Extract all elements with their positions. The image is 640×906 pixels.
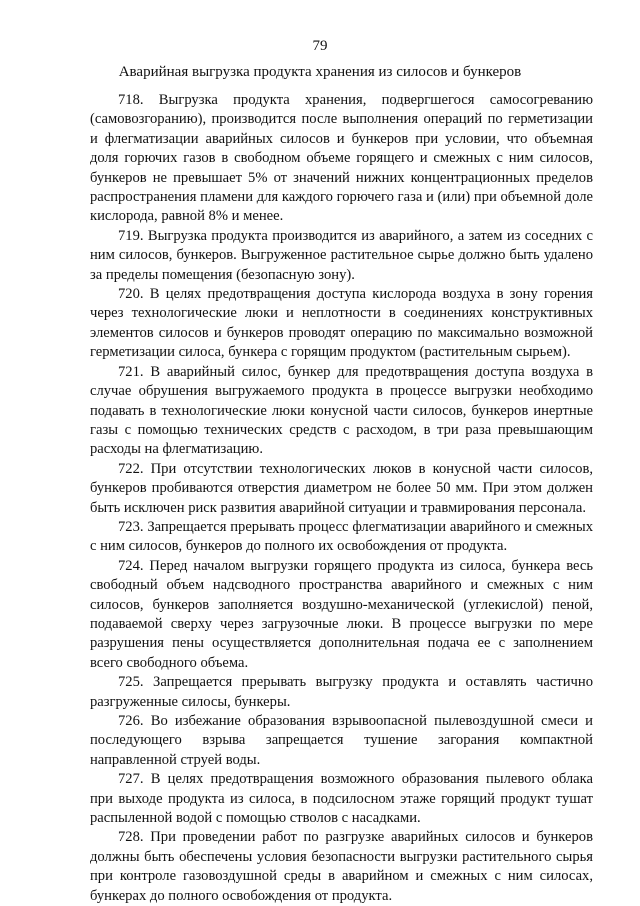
paragraph-721: 721. В аварийный силос, бункер для предотвращения доступа воздуха в случае обрушения выгружаемого продукта в процессе выгрузки необходимо подавать в технологические люки конусной части силосов, бункеров инертные газы с помощью технических средств с расходом, в три раза превышающим расходы на флегматизацию. — [90, 363, 593, 458]
paragraph-725: 725. Запрещается прерывать выгрузку продукта и оставлять частично разгруженные силосы, бункеры. — [90, 674, 593, 710]
paragraph-720: 720. В целях предотвращения доступа кислорода воздуха в зону горения через технологические люки и неплотности в соединениях конструктивных элементов силосов и бункеров проводят операцию по максимально возможной герметизации силоса, бункера с горящим продуктом (растительным сырьем). — [90, 286, 593, 361]
paragraph-727: 727. В целях предотвращения возможного образования пылевого облака при выходе продукта из силоса, в подсилосном этаже горящий продукт тушат распыленной водой с помощью стволов с насадками. — [90, 771, 593, 827]
paragraph-723: 723. Запрещается прерывать процесс флегматизации аварийного и смежных с ним силосов, бункеров до полного их освобождения от продукта. — [90, 518, 593, 555]
paragraph-718: 718. Выгрузка продукта хранения, подвергшегося самосогреванию (самовозгоранию), производится после выполнения операций по герметизации и флегматизации аварийных силосов и бункеров при условии, что объемная доля горючих газов в свободном объеме горящего и смежных с ним силосов, бункеров не превышает 5% от значений нижних концентрационных пределов распространения пламени для каждого горючего газа и (или) при объемной доле кислорода, равной 8% и менее. — [90, 92, 593, 225]
paragraph-719: 719. Выгрузка продукта производится из аварийного, а затем из соседних с ним силосов, бункеров. Выгруженное растительное сырье должно быть удалено за пределы помещения (безопасную зону). — [90, 227, 593, 283]
page-number: 79 — [312, 38, 328, 54]
paragraph-724: 724. Перед началом выгрузки горящего продукта из силоса, бункера весь свободный объем надсводного пространства аварийного и смежных с ним силосов, бункеров заполняется воздушно-механической (углекислой) пеной, подаваемой сверху через загрузочные люки. В процессе выгрузки по мере разрушения пены осуществляется дополнительная подача ее с заполнением всего свободного объема. — [90, 557, 593, 671]
section-heading: Аварийная выгрузка продукта хранения из силосов и бункеров — [118, 64, 522, 80]
paragraph-728: 728. При проведении работ по разгрузке аварийных силосов и бункеров должны быть обеспечены условия безопасности выгрузки растительного сырья при контроле газовоздушной среды в аварийном и смежных с ним силосах, бункерах до полного освобождения от продукта. — [90, 829, 593, 904]
paragraph-726: 726. Во избежание образования взрывоопасной пылевоздушной смеси и последующего взрыва запрещается тушение загорания компактной направленной струей воды. — [90, 713, 593, 768]
paragraph-722: 722. При отсутствии технологических люков в конусной части силосов, бункеров пробиваются отверстия диаметром не более 50 мм. При этом должен быть исключен риск развития аварийной ситуации и травмирования персонала. — [90, 460, 593, 516]
document-body — [90, 91, 593, 906]
